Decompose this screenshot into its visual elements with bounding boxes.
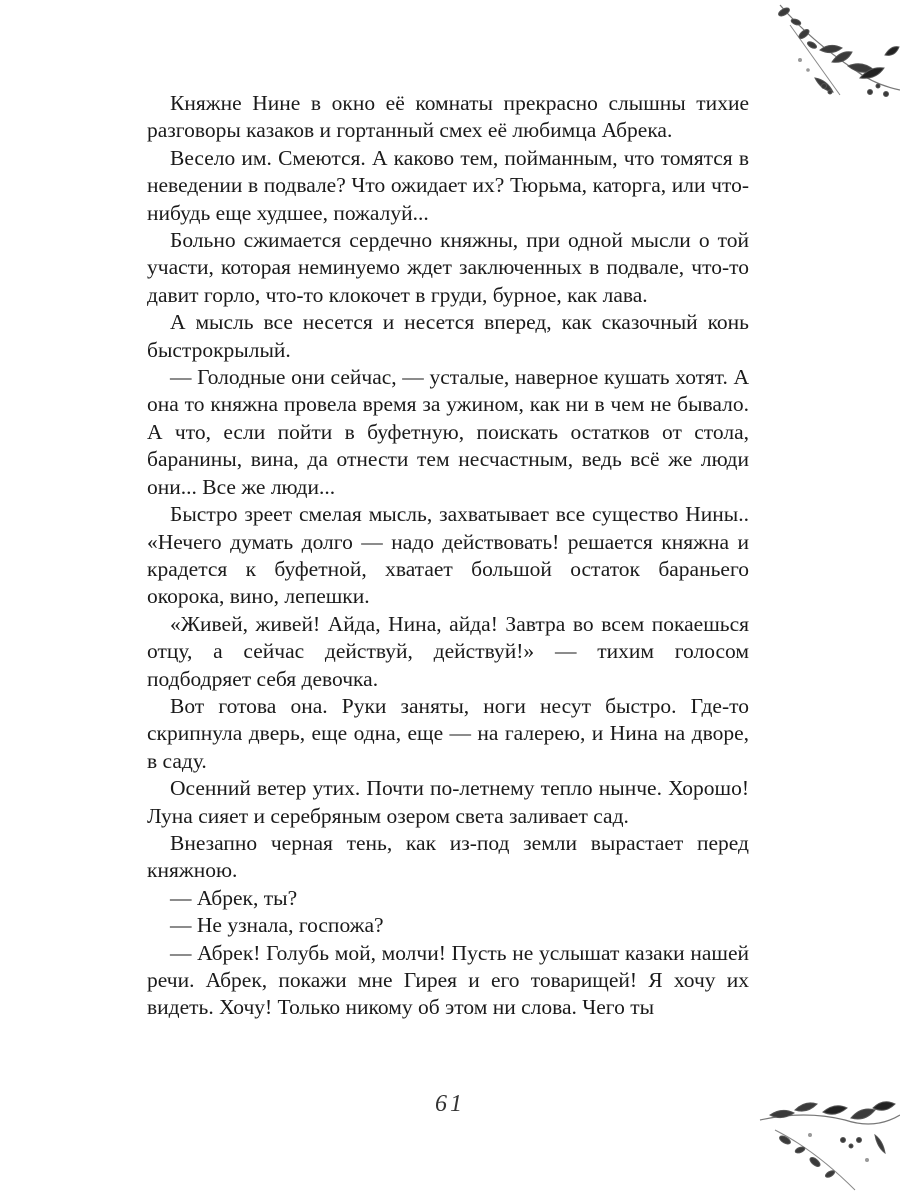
paragraph: — Голодные они сейчас, — усталые, наверное кушать хотят. А она то княжна провела время за ужином, как ни в чем не бывало. А что, если пойти в буфетную, поискать остатков от стола, баранины, вина, да отнести тем несчастным, ведь всё же люди они... Все же люди... <box>147 365 749 499</box>
paragraph: — Не узнала, госпожа? <box>170 913 384 938</box>
paragraph: Осенний ветер утих. Почти по-летнему тепло нынче. Хорошо! Луна сияет и серебряным озером света заливает сад. <box>147 776 749 828</box>
paragraph: Быстро зреет смелая мысль, захватывает все существо Нины.. «Нечего думать долго — надо действовать! решается княжна и крадется к буфетной, хватает большой остаток бараньего окорока, вино, лепешки. <box>147 502 749 609</box>
floral-ornament-top <box>760 0 900 110</box>
paragraph: Весело им. Смеются. А каково тем, пойманным, что томятся в неведении в подвале? Что ожидает их? Тюрьма, каторга, или что-нибудь еще худшее, пожалуй... <box>147 145 749 225</box>
paragraph: Вот готова она. Руки заняты, ноги несут быстро. Где-то скрипнула дверь, еще одна, еще — на галерею, и Нина на дворе, в саду. <box>147 693 749 773</box>
paragraph: Внезапно черная тень, как из-под земли вырастает перед княжною. <box>147 830 749 883</box>
paragraph: «Живей, живей! Айда, Нина, айда! Завтра во всем покаешься отцу, а сейчас действуй, действуй!» — тихим голосом подбодряет себя девочка. <box>147 611 749 691</box>
paragraph: — Абрек, ты? <box>170 885 298 910</box>
paragraph: — Абрек! Голубь мой, молчи! Пусть не услышат казаки нашей речи. Абрек, покажи мне Гирея и его товарищей! Я хочу их видеть. Хочу! Только никому об этом ни слова. Чего ты <box>147 940 749 1020</box>
page-body-text <box>147 90 749 1022</box>
paragraph: Княжне Нине в окно её комнаты прекрасно слышны тихие разговоры казаков и гортанный смех её любимца Абрека. <box>147 91 749 143</box>
page-number: 61 <box>435 1091 465 1117</box>
paragraph: А мысль все несется и несется вперед, как сказочный конь быстрокрылый. <box>147 310 749 362</box>
paragraph: Больно сжимается сердечно княжны, при одной мысли о той участи, которая неминуемо ждет заключенных в подвале, что-то давит горло, что-то клокочет в груди, бурное, как лава. <box>147 228 749 307</box>
